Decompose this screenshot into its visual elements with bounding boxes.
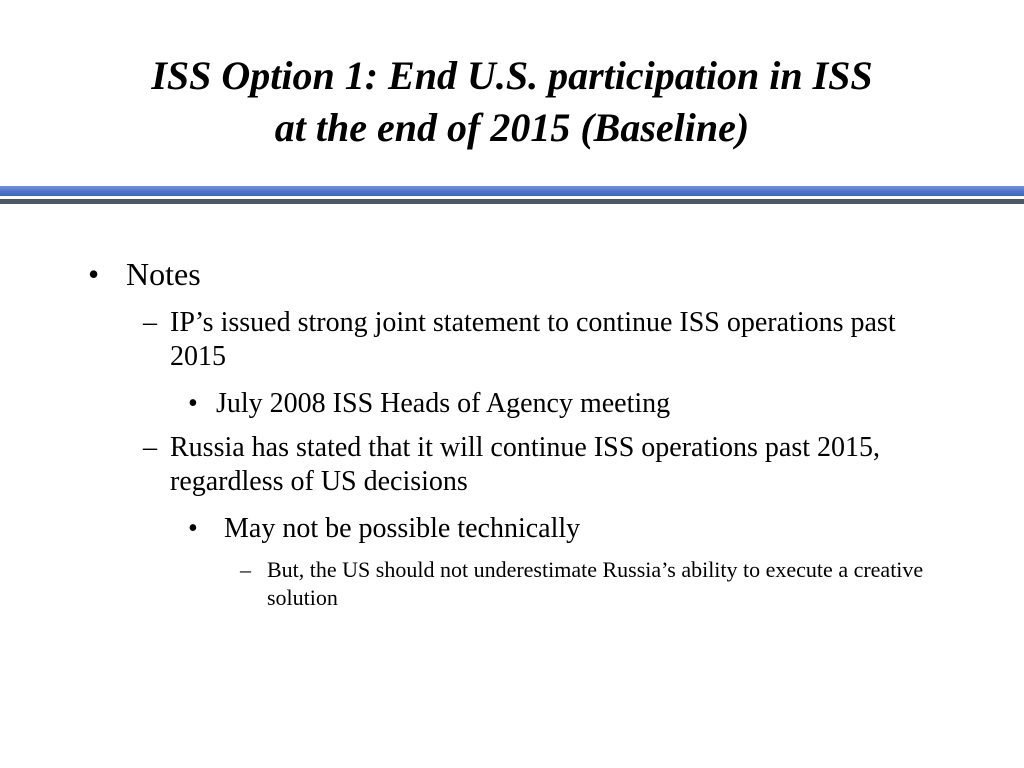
- bullet-text: But, the US should not underestimate Russia’s ability to execute a creative solution: [267, 557, 924, 610]
- dash-marker: –: [143, 432, 157, 463]
- slide-title-line-1: ISS Option 1: End U.S. participation in ISS: [151, 53, 873, 98]
- dash-marker: –: [143, 307, 157, 338]
- bullet-marker: •: [188, 388, 198, 419]
- title-divider: [0, 186, 1024, 204]
- sub-sub-bullet-july-meeting: [188, 387, 670, 421]
- fourth-level-underestimate: [240, 556, 947, 612]
- divider-gray-bar: [0, 199, 1024, 204]
- sub-bullet-ip-statement: [143, 306, 900, 374]
- bullet-text: July 2008 ISS Heads of Agency meeting: [216, 388, 671, 419]
- sub-sub-bullet-not-possible: [188, 512, 580, 546]
- dash-marker: –: [240, 557, 251, 582]
- slide-title: [40, 50, 984, 154]
- divider-blue-bar: [0, 186, 1024, 196]
- sub-bullet-russia-stated: [143, 431, 900, 499]
- bullet-text: May not be possible technically: [224, 513, 581, 544]
- bullet-text: Notes: [126, 256, 201, 292]
- bullet-text: IP’s issued strong joint statement to continue ISS operations past 2015: [170, 307, 896, 372]
- slide-title-line-2: at the end of 2015 (Baseline): [274, 105, 750, 150]
- bullet-marker: •: [88, 256, 100, 292]
- bullet-text: Russia has stated that it will continue ISS operations past 2015, regardless of US decisions: [170, 432, 881, 497]
- bullet-marker: •: [188, 513, 198, 544]
- bullet-notes: [88, 254, 201, 294]
